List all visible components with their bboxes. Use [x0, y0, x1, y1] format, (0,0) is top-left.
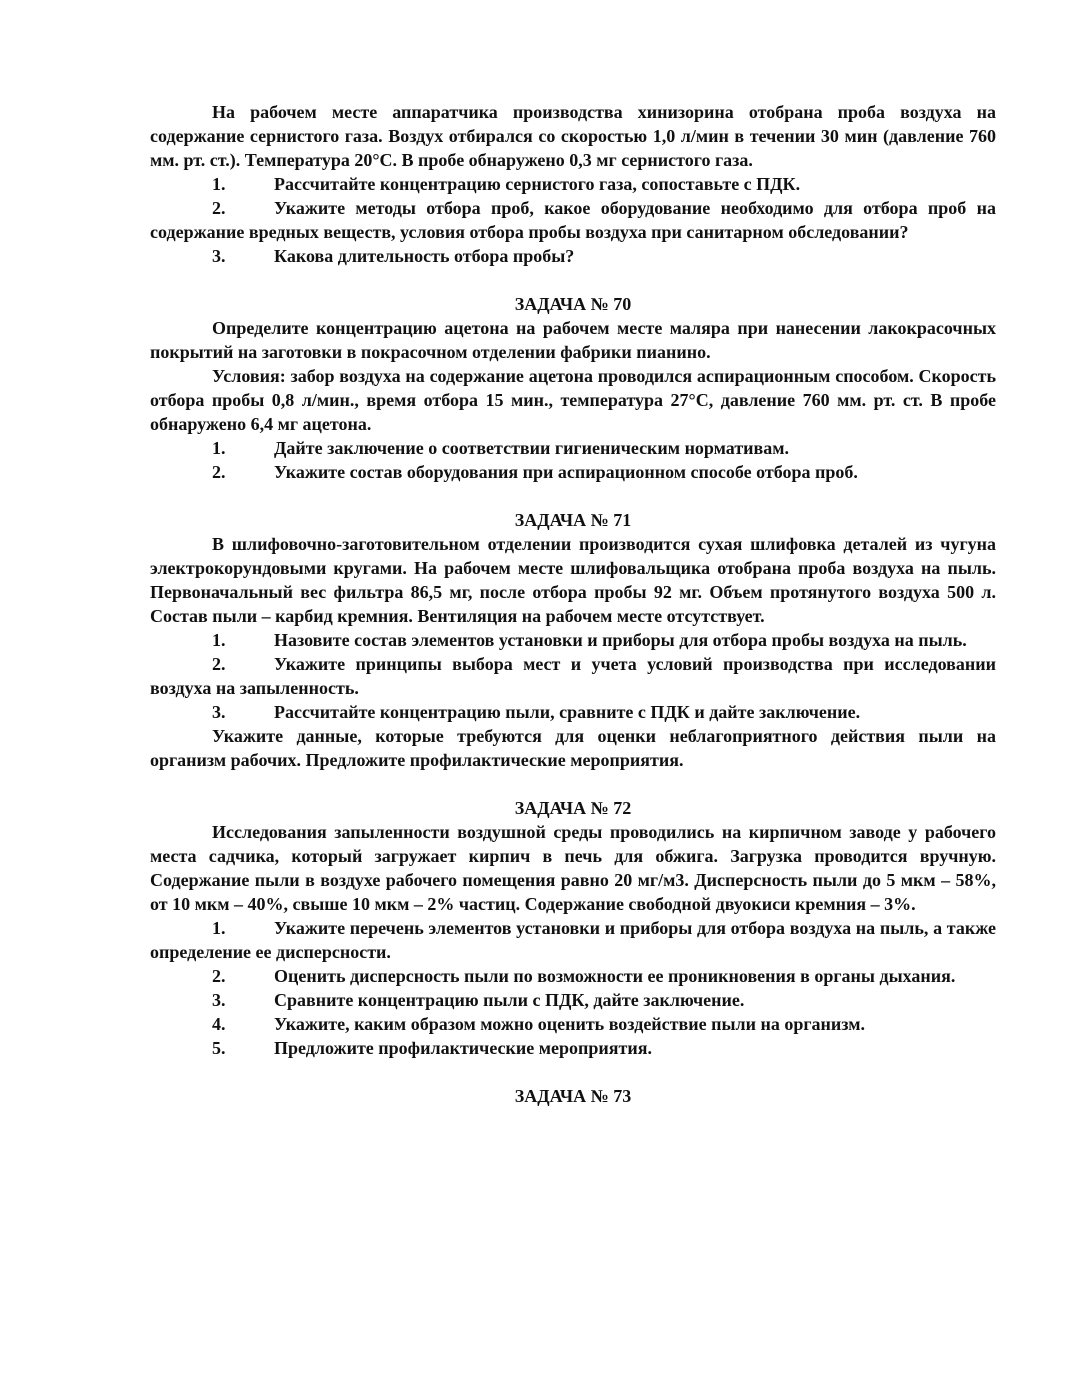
- item-text: Дайте заключение о соответствии гигиеническим нормативам.: [274, 438, 790, 458]
- task-heading: ЗАДАЧА № 70: [514, 294, 632, 314]
- task-item-4: [150, 1012, 996, 1036]
- item-text: Какова длительность отбора пробы?: [274, 246, 575, 266]
- item-text: Предложите профилактические мероприятия.: [274, 1038, 652, 1058]
- task-72: [150, 796, 996, 1060]
- task-paragraph-2: Укажите данные, которые требуются для оценки неблагоприятного действия пыли на организм рабочих. Предложите профилактические мероприятия.: [150, 726, 996, 770]
- item-text: Оценить дисперсность пыли по возможности ее проникновения в органы дыхания.: [274, 966, 956, 986]
- item-text: Рассчитайте концентрацию пыли, сравните с ПДК и дайте заключение.: [274, 702, 861, 722]
- item-number: 2.: [212, 462, 226, 482]
- item-number: 2.: [212, 198, 226, 218]
- intro-item-3: [150, 244, 996, 268]
- task-heading: ЗАДАЧА № 73: [514, 1086, 632, 1106]
- item-number: 4.: [212, 1014, 226, 1034]
- item-number: 5.: [212, 1038, 226, 1058]
- item-text: Укажите методы отбора проб, какое оборудование необходимо для отбора проб на содержание вредных веществ, условия отбора пробы воздуха при санитарном обследовании?: [150, 198, 996, 242]
- intro-paragraph: На рабочем месте аппаратчика производства хинизорина отобрана проба воздуха на содержание сернистого газа. Воздух отбирался со скоростью 1,0 л/мин в течении 30 мин (давление 760 мм. рт. ст.). Температура 20°С. В пробе обнаружено 0,3 мг сернистого газа.: [150, 102, 996, 170]
- item-number: 3.: [212, 990, 226, 1010]
- item-number: 3.: [212, 246, 226, 266]
- item-text: Рассчитайте концентрацию сернистого газа, сопоставьте с ПДК.: [274, 174, 801, 194]
- item-text: Назовите состав элементов установки и приборы для отбора пробы воздуха на пыль.: [274, 630, 967, 650]
- item-text: Укажите состав оборудования при аспирационном способе отбора проб.: [274, 462, 858, 482]
- task-item-1: [150, 916, 996, 964]
- item-number: 3.: [212, 702, 226, 722]
- item-number: 1.: [212, 630, 226, 650]
- item-number: 1.: [212, 174, 226, 194]
- item-number: 1.: [212, 438, 226, 458]
- item-number: 1.: [212, 918, 226, 938]
- task-item-1: [150, 436, 996, 460]
- item-text: Укажите принципы выбора мест и учета условий производства при исследовании воздуха на запыленность.: [150, 654, 996, 698]
- task-conditions: Условия: забор воздуха на содержание ацетона проводился аспирационным способом. Скорость отбора пробы 0,8 л/мин., время отбора 15 мин., температура 27°С, давление 760 мм. рт. ст. В пробе обнаружено 6,4 мг ацетона.: [150, 366, 996, 434]
- task-item-1: [150, 628, 996, 652]
- task-paragraph: Исследования запыленности воздушной среды проводились на кирпичном заводе у рабочего места садчика, который загружает кирпич в печь для обжига. Загрузка проводится вручную. Содержание пыли в воздухе рабочего помещения равно 20 мг/м3. Дисперсность пыли до 5 мкм – 58%, от 10 мкм – 40%, свыше 10 мкм – 2% частиц. Содержание свободной двуокиси кремния – 3%.: [150, 822, 996, 914]
- task-item-5: [150, 1036, 996, 1060]
- task-item-3: [150, 700, 996, 724]
- item-text: Сравните концентрацию пыли с ПДК, дайте заключение.: [274, 990, 745, 1010]
- task-item-2: [150, 652, 996, 700]
- task-item-2: [150, 460, 996, 484]
- intro-item-1: [150, 172, 996, 196]
- task-70: [150, 292, 996, 484]
- intro-task: [150, 100, 996, 268]
- task-heading: ЗАДАЧА № 71: [514, 510, 632, 530]
- task-heading: ЗАДАЧА № 72: [514, 798, 632, 818]
- document-page: [150, 100, 996, 1108]
- intro-item-2: [150, 196, 996, 244]
- task-73: [150, 1084, 996, 1108]
- task-paragraph: Определите концентрацию ацетона на рабочем месте маляра при нанесении лакокрасочных покрытий на заготовки в покрасочном отделении фабрики пианино.: [150, 318, 996, 362]
- item-number: 2.: [212, 654, 226, 674]
- item-text: Укажите, каким образом можно оценить воздействие пыли на организм.: [274, 1014, 866, 1034]
- task-item-3: [150, 988, 996, 1012]
- task-paragraph: В шлифовочно-заготовительном отделении производится сухая шлифовка деталей из чугуна электрокорундовыми кругами. На рабочем месте шлифовальщика отобрана проба воздуха на пыль. Первоначальный вес фильтра 86,5 мг, после отбора пробы 92 мг. Объем протянутого воздуха 500 л. Состав пыли – карбид кремния. Вентиляция на рабочем месте отсутствует.: [150, 534, 996, 626]
- task-item-2: [150, 964, 996, 988]
- task-71: [150, 508, 996, 772]
- item-number: 2.: [212, 966, 226, 986]
- item-text: Укажите перечень элементов установки и приборы для отбора воздуха на пыль, а также определение ее дисперсности.: [150, 918, 996, 962]
